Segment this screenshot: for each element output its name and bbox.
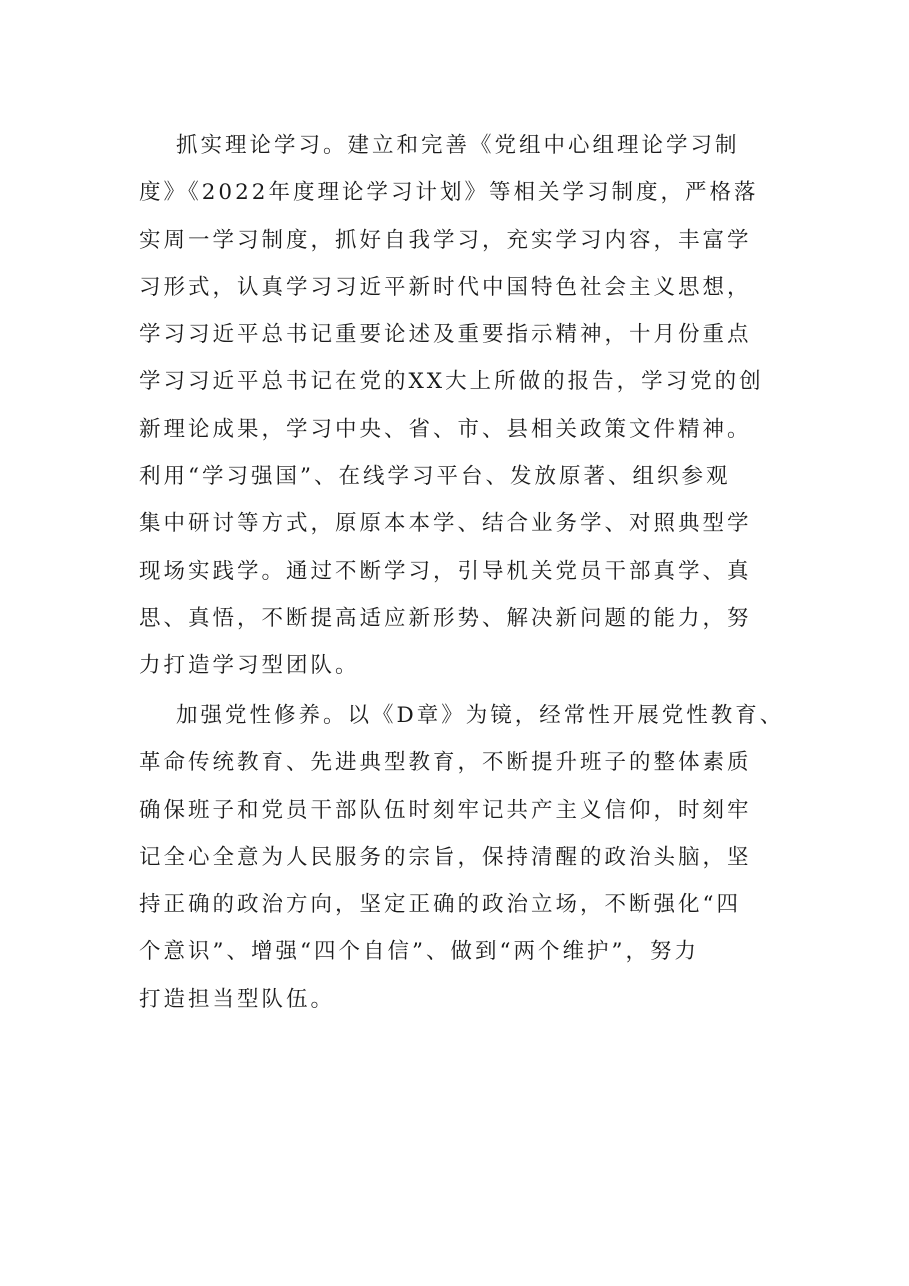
paragraph-line: 革命传统教育、先进典型教育，不断提升班子的整体素质 [139, 750, 752, 776]
paragraph-line: 度》《2022年度理论学习计划》等相关学习制度，严格落 [139, 180, 759, 206]
paragraph-line: 现场实践学。通过不断学习，引导机关党员干部真学、真 [139, 558, 752, 584]
paragraph-line: 确保班子和党员干部队伍时刻牢记共产主义信仰，时刻牢 [139, 797, 752, 823]
paragraph-line: 个意识”、增强“四个自信”、做到“两个维护”，努力 [139, 939, 699, 965]
paragraph-party-spirit [139, 692, 785, 1023]
paragraph-line: 记全心全意为人民服务的宗旨，保持清醒的政治头脑，坚 [139, 844, 752, 870]
paragraph-line: 实周一学习制度，抓好自我学习，充实学习内容，丰富学 [139, 227, 752, 253]
paragraph-line: 利用“学习强国”、在线学习平台、发放原著、组织参观 [139, 464, 731, 490]
paragraph-line: 学习习近平总书记重要论述及重要指示精神，十月份重点 [139, 322, 752, 348]
paragraph-line: 学习习近平总书记在党的XX大上所做的报告，学习党的创 [139, 369, 764, 395]
paragraph-line: 习形式，认真学习习近平新时代中国特色社会主义思想， [139, 274, 752, 300]
paragraph-line: 思、真悟，不断提高适应新形势、解决新问题的能力，努 [139, 605, 752, 631]
paragraph-line: 集中研讨等方式，原原本本学、结合业务学、对照典型学 [139, 511, 752, 537]
paragraph-line: 抓实理论学习。建立和完善《党组中心组理论学习制 [176, 133, 740, 158]
paragraph-line: 新理论成果，学习中央、省、市、县相关政策文件精神。 [139, 416, 752, 442]
paragraph-line: 力打造学习型团队。 [139, 653, 360, 679]
paragraph-line: 加强党性修养。以《D章》为镜，经常性开展党性教育、 [176, 703, 785, 728]
paragraph-line: 持正确的政治方向，坚定正确的政治立场，不断强化“四 [139, 892, 741, 918]
paragraph-line: 打造担当型队伍。 [139, 986, 336, 1012]
paragraph-theory-study [139, 122, 779, 690]
